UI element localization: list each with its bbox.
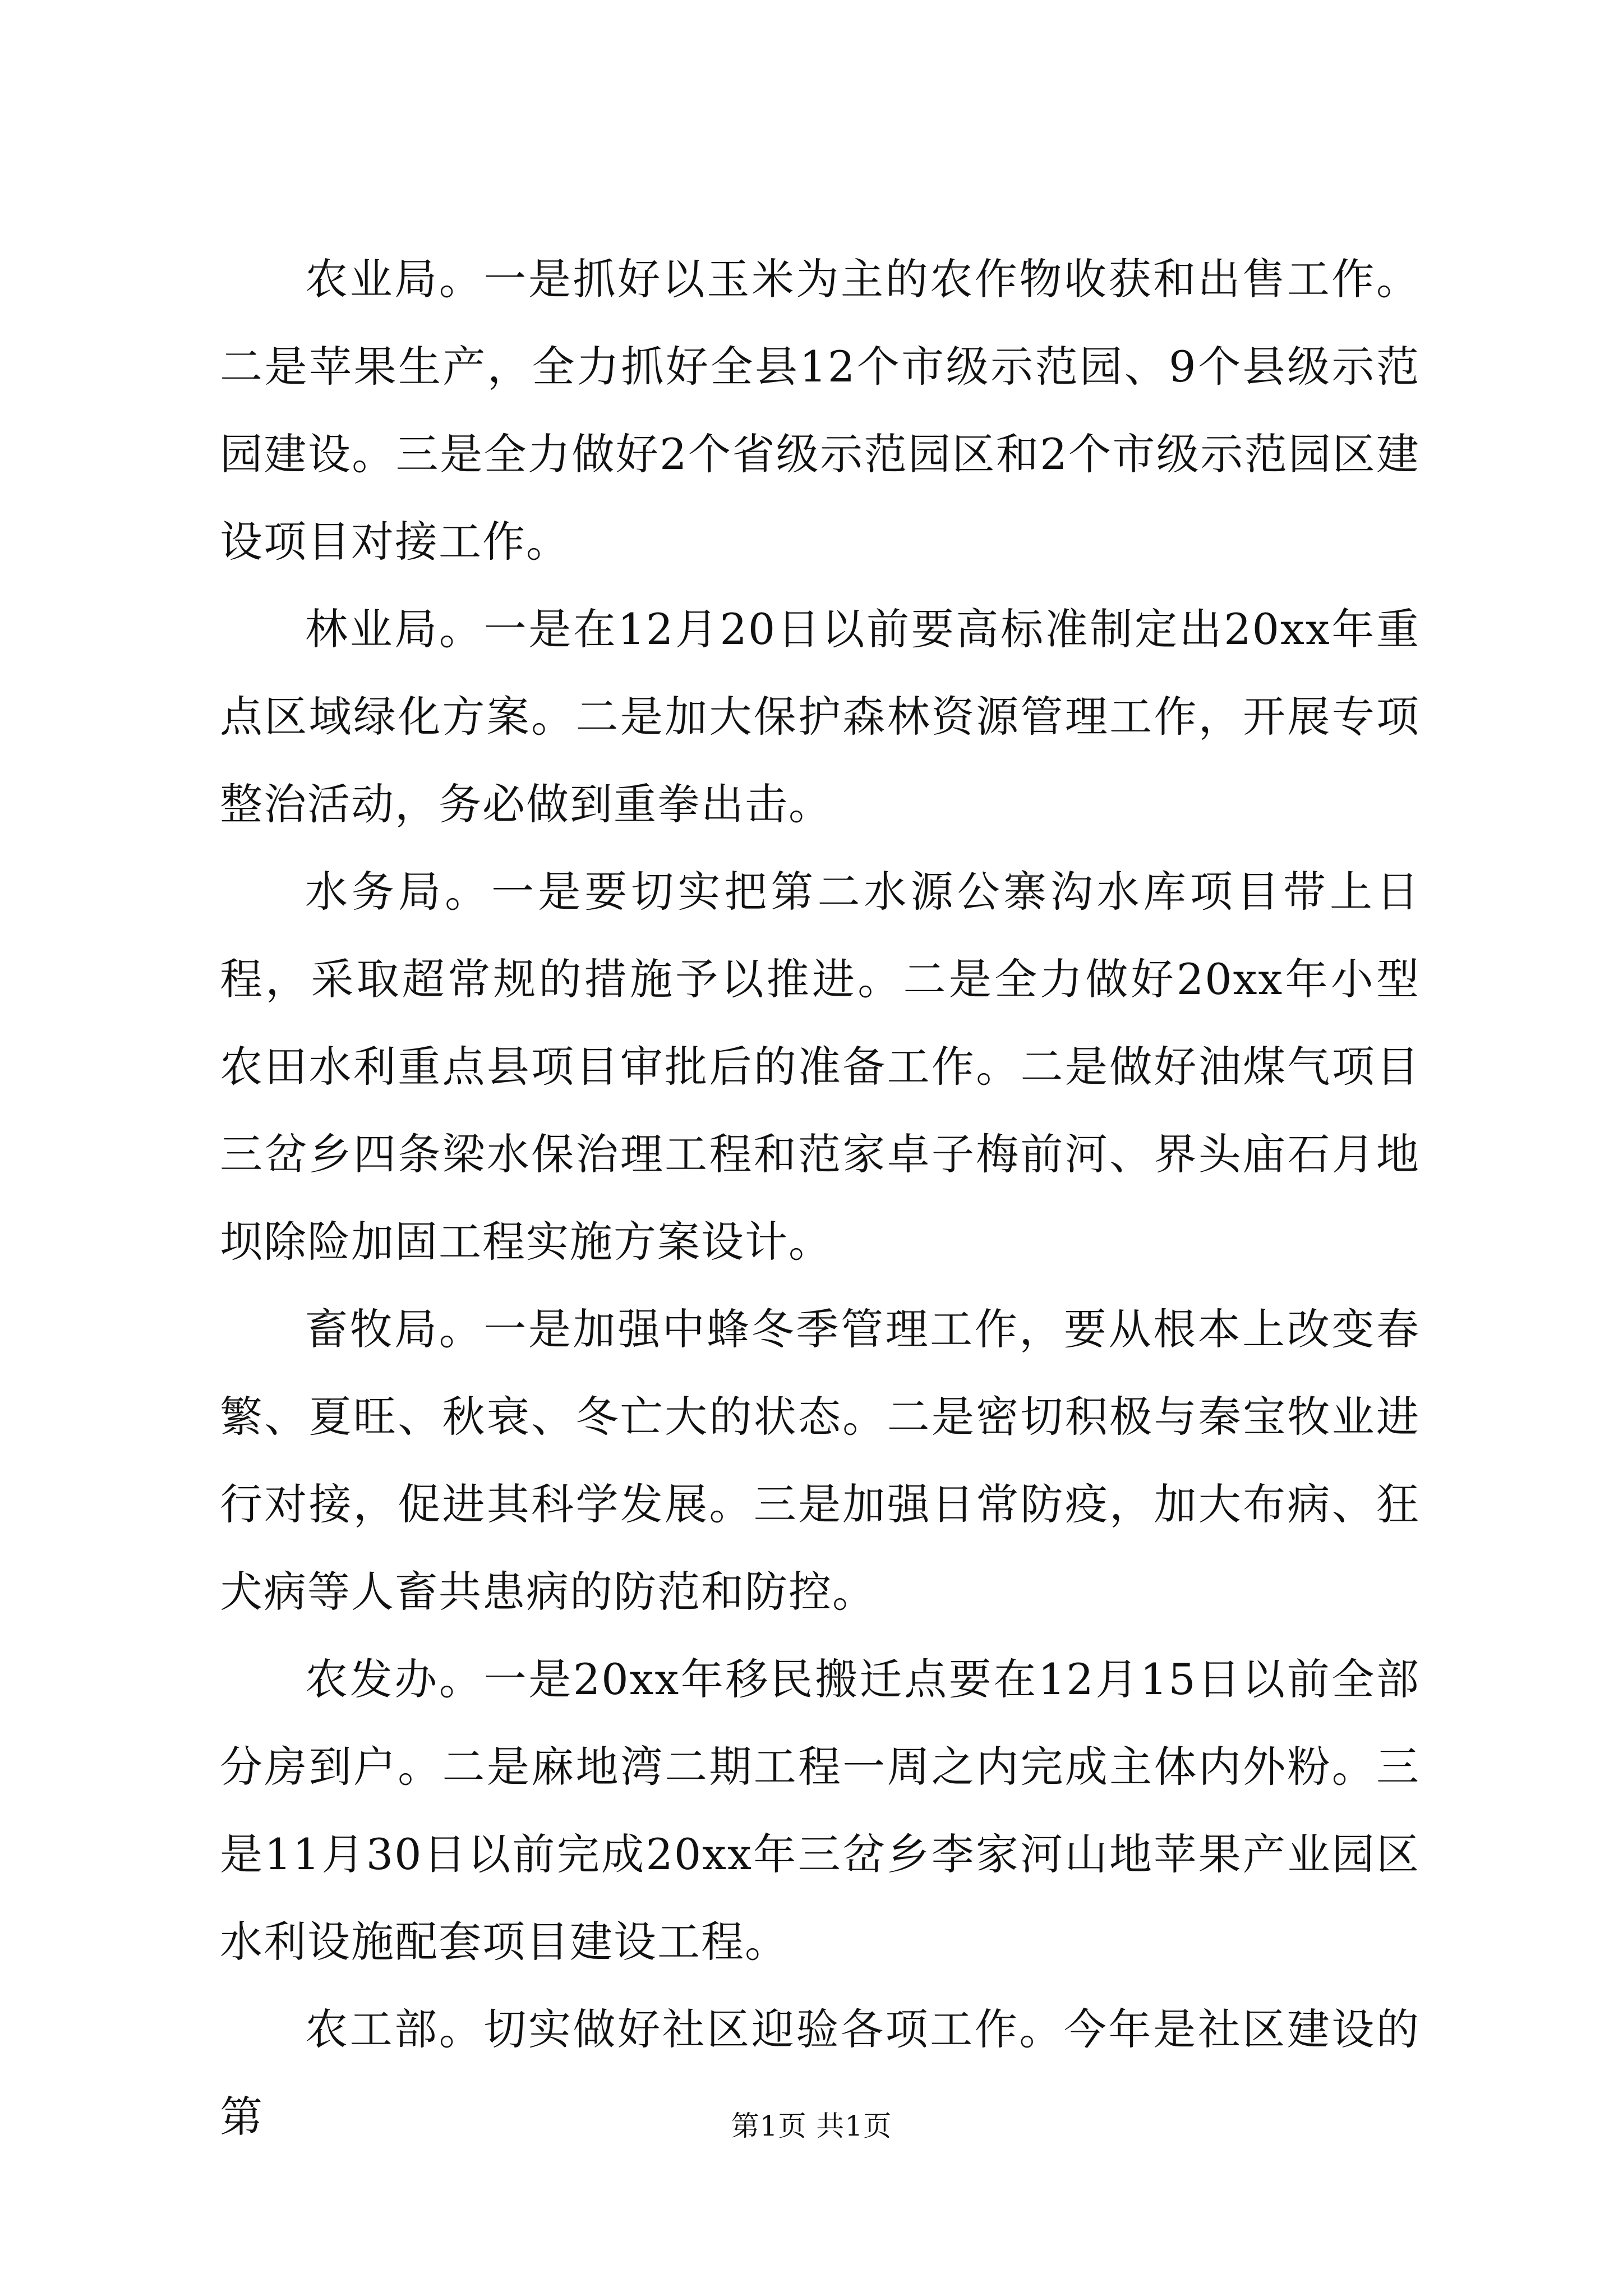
paragraph-animal-husbandry-bureau: 畜牧局。一是加强中蜂冬季管理工作，要从根本上改变春繁、夏旺、秋衰、冬亡大的状态。二是密切积极与秦宝牧业进行对接，促进其科学发展。三是加强日常防疫，加大布病、狂犬病等人畜共患病的防范和防控。 — [220, 1304, 1420, 1617]
document-body — [220, 236, 1420, 2161]
page-footer: 第1页 共1页 — [731, 2110, 892, 2142]
paragraph-agriculture-bureau: 农业局。一是抓好以玉米为主的农作物收获和出售工作。二是苹果生产，全力抓好全县12个市级示范园、9个县级示范园建设。三是全力做好2个省级示范园区和2个市级示范园区建设项目对接工作。 — [220, 254, 1420, 567]
paragraph-agricultural-development-office: 农发办。一是20xx年移民搬迁点要在12月15日以前全部分房到户。二是麻地湾二期工程一周之内完成主体内外粉。三是11月30日以前完成20xx年三岔乡李家河山地苹果产业园区水利设施配套项目建设工程。 — [220, 1654, 1420, 1967]
paragraph-water-affairs-bureau: 水务局。一是要切实把第二水源公寨沟水库项目带上日程，采取超常规的措施予以推进。二是全力做好20xx年小型农田水利重点县项目审批后的准备工作。二是做好油煤气项目三岔乡四条梁水保治理工程和范家卓子梅前河、界头庙石月地坝除险加固工程实施方案设计。 — [220, 867, 1420, 1267]
paragraph-forestry-bureau: 林业局。一是在12月20日以前要高标准制定出20xx年重点区域绿化方案。二是加大保护森林资源管理工作，开展专项整治活动，务必做到重拳出击。 — [220, 604, 1420, 829]
paragraph-rural-work-department: 农工部。切实做好社区迎验各项工作。今年是社区建设的第 — [220, 2004, 1420, 2142]
